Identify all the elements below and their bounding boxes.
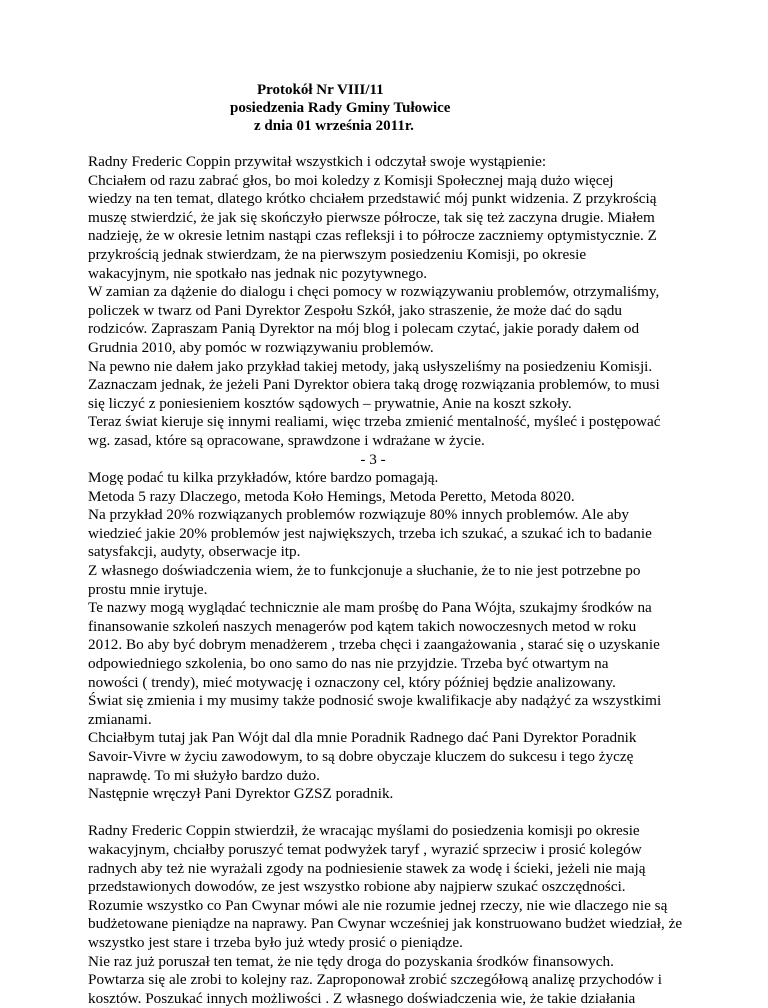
text-line: W zamian za dążenie do dialogu i chęci pomocy w rozwiązywaniu problemów, otrzymaliśmy, [88, 283, 660, 301]
text-line: Zaznaczam jednak, że jeżeli Pani Dyrektor obiera taką drogę rozwiązania problemów, to musi [88, 376, 660, 394]
text-line: nowości ( trendy), mieć motywację i oznaczony cel, który później będzie analizowany. [88, 673, 616, 691]
text-line: radnych aby też nie wyrażali zgody na podniesienie stawek za wodę i ścieki, jeżeli nie mają [88, 859, 646, 877]
text-line: Na pewno nie dałem jako przykład takiej metody, jaką usłyszeliśmy na posiedzeniu Komisji. [88, 357, 653, 375]
page-number: - 3 - [360, 450, 386, 468]
text-line: Chciałem od razu zabrać głos, bo moi koledzy z Komisji Społecznej mają dużo więcej [88, 171, 614, 189]
text-line: rodziców. Zapraszam Panią Dyrektor na mój blog i polecam czytać, jakie porady dałem od [88, 320, 640, 338]
text-line: satysfakcji, audyty, obserwacje itp. [88, 543, 301, 561]
text-line: Metoda 5 razy Dlaczego, metoda Koło Hemings, Metoda Peretto, Metoda 8020. [88, 487, 575, 505]
text-line: Te nazwy mogą wyglądać technicznie ale mam prośbę do Pana Wójta, szukajmy środków na [88, 599, 652, 617]
text-line: wakacyjnym, chciałby poruszyć temat podwyżek taryf , wyrazić sprzeciw i prosić kolegów [88, 840, 642, 858]
text-line: Rozumie wszystko co Pan Cwynar mówi ale nie rozumie jednej rzeczy, nie wie dlaczego nie są [88, 896, 668, 914]
text-line: finansowanie szkoleń naszych menagerów pod kątem takich nowoczesnych metod w roku [88, 617, 637, 635]
paragraph-gap [88, 804, 728, 823]
text-line: budżetowane pieniądze na naprawy. Pan Cwynar wcześniej jak konstruowano budżet wiedział, że [88, 915, 683, 933]
text-line: nadzieję, że w okresie letnim nastąpi czas refleksji i to półrocze zaczniemy optymistycznie. Z [88, 227, 657, 245]
document-body [88, 153, 728, 1008]
text-line: zmianami. [88, 710, 152, 728]
text-line: wszystko jest stare i trzeba było już wtedy prosić o pieniądze. [88, 933, 463, 951]
text-line: 2012. Bo aby być dobrym menadżerem , trzeba chęci i zaangażowania , starać się o uzyskanie [88, 636, 660, 654]
text-line: Chciałbym tutaj jak Pan Wójt dal dla mnie Poradnik Radnego dać Pani Dyrektor Poradnik [88, 729, 637, 747]
text-line: Teraz świat kieruje się innymi realiami, więc trzeba zmienić mentalność, myśleć i postępować [88, 413, 661, 431]
text-line: kosztów. Poszukać innych możliwości . Z własnego doświadczenia wie, że takie działania [88, 989, 636, 1007]
text-line: policzek w twarz od Pani Dyrektor Zespołu Szkół, jako straszenie, że może dać do sądu [88, 301, 622, 319]
text-line: wiedzieć jakie 20% problemów jest największych, trzeba ich szukać, a szukać ich to badanie [88, 524, 652, 542]
text-line: naprawdę. To mi służyło bardzo dużo. [88, 766, 320, 784]
text-line: wiedzy na ten temat, dlatego krótko chciałem przedstawić mój punkt widzenia. Z przykrością [88, 190, 657, 208]
text-line: Radny Frederic Coppin przywitał wszystkich i odczytał swoje wystąpienie: [88, 153, 547, 170]
text-line: wg. zasad, które są opracowane, sprawdzone i wdrażane w życie. [88, 431, 485, 449]
text-line: Z własnego doświadczenia wiem, że to funkcjonuje a słuchanie, że to nie jest potrzebne po [88, 562, 641, 580]
text-line: przykrością jednak stwierdzam, że na pierwszym posiedzeniu Komisji, po okresie [88, 245, 587, 263]
text-line: Na przykład 20% rozwiązanych problemów rozwiązuje 80% innych problemów. Ale aby [88, 506, 629, 524]
text-line: przedstawionych dowodów, ze jest wszystko robione aby najpierw szukać oszczędności. [88, 878, 626, 896]
text-line: Powtarza się ale zrobi to kolejny raz. Zaproponował zrobić szczegółową analizę przychodów i [88, 971, 662, 989]
text-line: Mogę podać tu kilka przykładów, które bardzo pomagają. [88, 469, 439, 487]
text-line: Następnie wręczył Pani Dyrektor GZSZ poradnik. [88, 785, 394, 803]
text-line: odpowiedniego szkolenia, bo ono samo do nas nie przyjdzie. Trzeba być otwartym na [88, 655, 609, 673]
session-title: posiedzenia Rady Gminy Tułowice [230, 100, 451, 116]
text-line: się liczyć z poniesieniem kosztów sądowych – prywatnie, Anie na koszt szkoły. [88, 394, 572, 412]
text-line: wakacyjnym, nie spotkało nas jednak nic pozytywnego. [88, 264, 428, 282]
text-line: prostu mnie irytuje. [88, 580, 208, 598]
text-line: Świat się zmienia i my musimy także podnosić swoje kwalifikacje aby nadążyć za wszystkimi [88, 692, 662, 710]
protocol-number: Protokół Nr VIII/11 [257, 82, 384, 98]
text-line: Radny Frederic Coppin stwierdził, że wracając myślami do posiedzenia komisji po okresie [88, 822, 640, 840]
text-line: Grudnia 2010, aby pomóc w rozwiązywaniu problemów. [88, 338, 434, 356]
text-line: muszę stwierdzić, że jak się skończyło pierwsze półrocze, tak się też zaczyna drugie. Miałem [88, 208, 655, 226]
text-line: Savoir-Vivre w życiu zawodowym, to są dobre obyczaje kluczem do sukcesu i tego życzę [88, 748, 634, 765]
session-date: z dnia 01 września 2011r. [254, 118, 414, 134]
document-header [212, 81, 492, 135]
text-line: Nie raz już poruszał ten temat, że nie tędy droga do pozyskania środków finansowych. [88, 952, 614, 970]
